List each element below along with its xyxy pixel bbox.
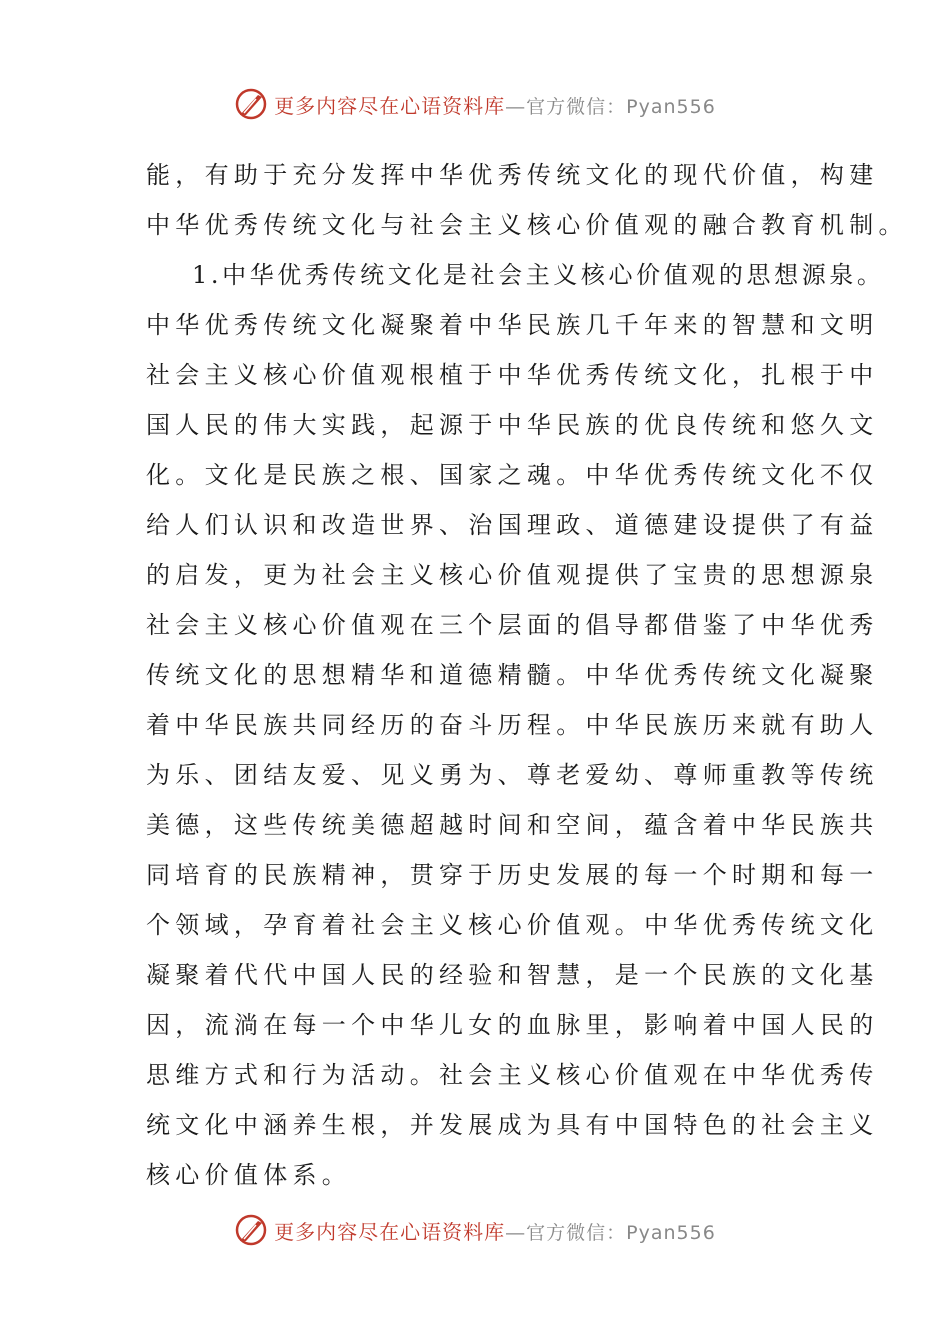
body-line: 凝聚着代代中国人民的经验和智慧，是一个民族的文化基 (146, 961, 879, 989)
body-line: 社会主义核心价值观根植于中华优秀传统文化，扎根于中 (146, 361, 879, 389)
body-line: 化。文化是民族之根、国家之魂。中华优秀传统文化不仅 (146, 461, 879, 489)
header-banner (0, 84, 950, 124)
header-banner-contact: 官方微信：Pyan556 (526, 95, 716, 118)
footer-banner-contact: 官方微信：Pyan556 (526, 1221, 716, 1244)
footer-banner-inner (234, 1213, 716, 1247)
body-line: 个领域，孕育着社会主义核心价值观。中华优秀传统文化 (146, 911, 879, 939)
body-line: 核心价值体系。 (146, 1161, 352, 1189)
quill-logo-icon (234, 87, 268, 121)
body-line: 统文化中涵养生根，并发展成为具有中国特色的社会主义 (146, 1111, 879, 1139)
document-body (146, 150, 908, 1200)
body-line: 思维方式和行为活动。社会主义核心价值观在中华优秀传 (146, 1061, 879, 1089)
footer-banner-separator: — (505, 1219, 527, 1244)
body-line: 能，有助于充分发挥中华优秀传统文化的现代价值，构建 (146, 161, 879, 189)
body-line: 社会主义核心价值观在三个层面的倡导都借鉴了中华优秀 (146, 611, 879, 639)
body-line: 因，流淌在每一个中华儿女的血脉里，影响着中国人民的 (146, 1011, 879, 1039)
body-line: 传统文化的思想精华和道德精髓。中华优秀传统文化凝聚 (146, 661, 879, 689)
header-banner-separator: — (505, 93, 527, 118)
body-line: 着中华民族共同经历的奋斗历程。中华民族历来就有助人 (146, 711, 879, 739)
header-banner-text (274, 90, 716, 119)
body-line: 同培育的民族精神，贯穿于历史发展的每一个时期和每一 (146, 861, 879, 889)
body-line: 的启发，更为社会主义核心价值观提供了宝贵的思想源泉 (146, 561, 879, 589)
quill-logo-icon (234, 1213, 268, 1247)
body-line: 国人民的伟大实践，起源于中华民族的优良传统和悠久文 (146, 411, 879, 439)
footer-banner (0, 1210, 950, 1250)
body-line: 为乐、团结友爱、见义勇为、尊老爱幼、尊师重教等传统 (146, 761, 879, 789)
body-line: 给人们认识和改造世界、治国理政、道德建设提供了有益 (146, 511, 879, 539)
section-heading-line: 1.中华优秀传统文化是社会主义核心价值观的思想源泉。 (192, 261, 885, 289)
body-line: 中华优秀传统文化凝聚着中华民族几千年来的智慧和文明 (146, 311, 879, 339)
footer-banner-main: 更多内容尽在心语资料库 (274, 1219, 506, 1244)
footer-banner-text (274, 1216, 716, 1245)
body-line: 中华优秀传统文化与社会主义核心价值观的融合教育机制。 (146, 211, 908, 239)
body-line: 美德，这些传统美德超越时间和空间，蕴含着中华民族共 (146, 811, 879, 839)
header-banner-main: 更多内容尽在心语资料库 (274, 93, 506, 118)
header-banner-inner (234, 87, 716, 121)
